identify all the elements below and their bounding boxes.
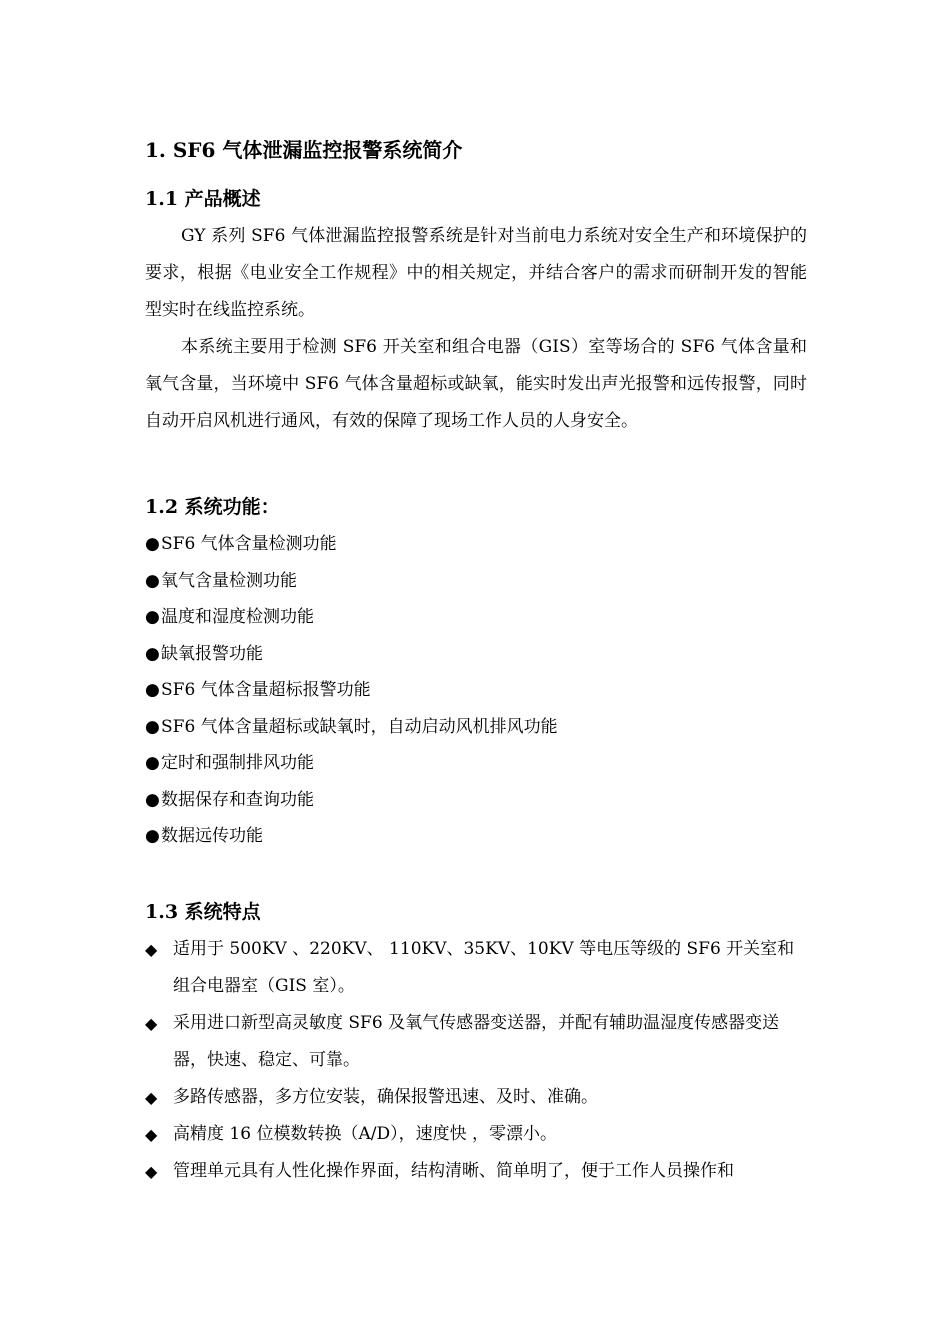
function-list bbox=[145, 526, 807, 855]
list-item bbox=[145, 818, 807, 855]
list-item bbox=[145, 1153, 807, 1190]
section-gap bbox=[145, 855, 807, 893]
document-body bbox=[145, 130, 807, 1190]
list-item-text: 采用进口新型高灵敏度 SF6 及氧气传感器变送器，并配有辅助温湿度传感器变送器，快速、稳定、可靠。 bbox=[173, 1012, 780, 1070]
section-1-3-title: 1.3 系统特点 bbox=[145, 900, 261, 923]
list-item-text: 高精度 16 位模数转换（A/D），速度快 ，零漂小。 bbox=[173, 1123, 557, 1144]
diamond-bullet-icon: ◆ bbox=[145, 1161, 158, 1181]
section-1-1-paragraph-1: GY 系列 SF6 气体泄漏监控报警系统是针对当前电力系统对安全生产和环境保护的要求，根据《电业安全工作规程》中的相关规定，并结合客户的需求而研制开发的智能型实时在线监控系统。 bbox=[145, 226, 807, 320]
diamond-bullet-icon: ◆ bbox=[145, 1087, 158, 1107]
list-item bbox=[145, 1079, 807, 1116]
list-item-text: 适用于 500KV 、220KV、 110KV、35KV、10KV 等电压等级的 SF6 开关室和组合电器室（GIS 室）。 bbox=[173, 938, 795, 996]
main-heading: 1. SF6 气体泄漏监控报警系统简介 bbox=[145, 138, 463, 162]
diamond-bullet-icon: ◆ bbox=[145, 1013, 158, 1033]
list-item-text: 温度和湿度检测功能 bbox=[161, 607, 314, 627]
bullet-icon: ● bbox=[145, 570, 160, 591]
list-item-text: SF6 气体含量超标或缺氧时，自动启动风机排风功能 bbox=[161, 716, 558, 737]
bullet-icon: ● bbox=[145, 534, 160, 554]
list-item bbox=[145, 1005, 807, 1079]
feature-list bbox=[145, 931, 807, 1190]
bullet-icon: ● bbox=[145, 643, 160, 664]
bullet-icon: ● bbox=[145, 753, 160, 773]
section-1-1-title: 1.1 产品概述 bbox=[145, 188, 261, 210]
diamond-bullet-icon: ◆ bbox=[145, 1124, 158, 1144]
bullet-icon: ● bbox=[145, 826, 160, 846]
list-item bbox=[145, 931, 807, 1005]
list-item-text: 定时和强制排风功能 bbox=[161, 753, 314, 773]
list-item bbox=[145, 672, 807, 709]
section-gap bbox=[145, 440, 807, 488]
list-item bbox=[145, 599, 807, 636]
list-item-text: 多路传感器，多方位安装，确保报警迅速、及时、准确。 bbox=[173, 1086, 598, 1107]
list-item-text: 缺氧报警功能 bbox=[161, 643, 263, 664]
list-item-text: SF6 气体含量超标报警功能 bbox=[161, 680, 371, 700]
section-1-1-paragraph-2: 本系统主要用于检测 SF6 开关室和组合电器（GIS）室等场合的 SF6 气体含量和氧气含量，当环境中 SF6 气体含量超标或缺氧，能实时发出声光报警和远传报警，同时自动开启风机进行通风，有效的保障了现场工作人员的人身安全。 bbox=[145, 337, 807, 431]
diamond-bullet-icon: ◆ bbox=[145, 939, 158, 959]
list-item bbox=[145, 745, 807, 782]
list-item bbox=[145, 526, 807, 563]
list-item-text: 管理单元具有人性化操作界面，结构清晰、简单明了，便于工作人员操作和 bbox=[173, 1160, 734, 1181]
list-item bbox=[145, 782, 807, 819]
list-item-text: SF6 气体含量检测功能 bbox=[161, 534, 337, 554]
list-item bbox=[145, 636, 807, 673]
list-item bbox=[145, 563, 807, 600]
bullet-icon: ● bbox=[145, 680, 160, 700]
list-item-text: 数据远传功能 bbox=[161, 826, 263, 846]
bullet-icon: ● bbox=[145, 716, 160, 737]
bullet-icon: ● bbox=[145, 789, 160, 810]
list-item bbox=[145, 709, 807, 746]
section-1-2-title: 1.2 系统功能： bbox=[145, 496, 280, 518]
list-item bbox=[145, 1116, 807, 1153]
list-item-text: 氧气含量检测功能 bbox=[161, 570, 297, 591]
list-item-text: 数据保存和查询功能 bbox=[161, 789, 314, 810]
bullet-icon: ● bbox=[145, 607, 160, 627]
